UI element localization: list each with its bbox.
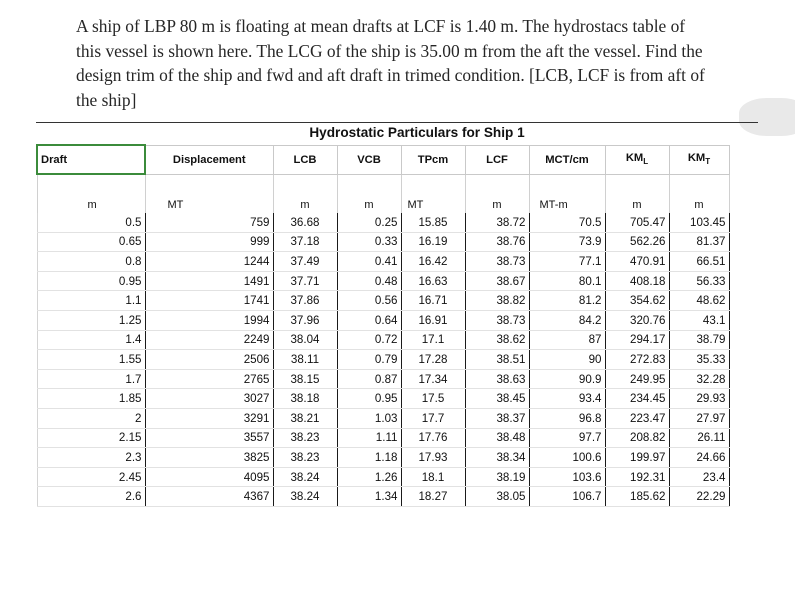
table-row [37, 428, 729, 448]
header-row [37, 145, 729, 174]
problem-line: design trim of the ship and fwd and aft draft in trimed condition. [LCB, LCF is from aft of [76, 65, 705, 85]
cell-tpcm: 17.93 [401, 448, 465, 468]
cell-kml: 208.82 [605, 428, 669, 448]
cell-vcb: 0.64 [337, 310, 401, 330]
cell-lcf: 38.05 [465, 487, 529, 507]
cell-displacement: 1244 [145, 252, 273, 272]
table-row [37, 213, 729, 232]
cell-lcb: 38.23 [273, 428, 337, 448]
cell-displacement: 3027 [145, 389, 273, 409]
cell-mct: 90 [529, 350, 605, 370]
unit-kml: m [605, 196, 669, 213]
cell-vcb: 1.26 [337, 467, 401, 487]
cell-draft: 1.1 [37, 291, 145, 311]
cell-kml: 320.76 [605, 310, 669, 330]
cell-tpcm: 16.91 [401, 310, 465, 330]
cell-vcb: 0.56 [337, 291, 401, 311]
cell-kml: 562.26 [605, 232, 669, 252]
cell-lcb: 38.11 [273, 350, 337, 370]
unit-tpcm: MT [401, 196, 465, 213]
cell-tpcm: 17.28 [401, 350, 465, 370]
cell-kml: 199.97 [605, 448, 669, 468]
top-rule [36, 122, 758, 123]
table-row [37, 408, 729, 428]
cell-lcf: 38.34 [465, 448, 529, 468]
hydrostatic-table [36, 144, 730, 507]
unit-displacement: MT [145, 196, 273, 213]
cell-displacement: 1994 [145, 310, 273, 330]
cell-kmt: 81.37 [669, 232, 729, 252]
table-row [37, 330, 729, 350]
cell-mct: 103.6 [529, 467, 605, 487]
cell-lcf: 38.67 [465, 271, 529, 291]
cell-lcf: 38.73 [465, 310, 529, 330]
cell-tpcm: 17.1 [401, 330, 465, 350]
cell-vcb: 0.33 [337, 232, 401, 252]
cell-draft: 1.55 [37, 350, 145, 370]
cell-kmt: 27.97 [669, 408, 729, 428]
cell-draft: 2 [37, 408, 145, 428]
cell-kml: 192.31 [605, 467, 669, 487]
cell-displacement: 4367 [145, 487, 273, 507]
cell-vcb: 0.87 [337, 369, 401, 389]
cell-lcb: 37.18 [273, 232, 337, 252]
cell-lcb: 36.68 [273, 213, 337, 232]
cell-displacement: 2506 [145, 350, 273, 370]
cell-displacement: 1741 [145, 291, 273, 311]
cell-kmt: 29.93 [669, 389, 729, 409]
cell-lcf: 38.48 [465, 428, 529, 448]
cell-vcb: 0.41 [337, 252, 401, 272]
cell-tpcm: 15.85 [401, 213, 465, 232]
table-row [37, 369, 729, 389]
cell-displacement: 1491 [145, 271, 273, 291]
cell-displacement: 3825 [145, 448, 273, 468]
units-row [37, 196, 729, 213]
cell-draft: 2.15 [37, 428, 145, 448]
cell-displacement: 999 [145, 232, 273, 252]
header-kml: $KM_L$ [605, 145, 669, 174]
problem-line: the ship] [76, 89, 137, 110]
cell-kml: 408.18 [605, 271, 669, 291]
cell-tpcm: 18.27 [401, 487, 465, 507]
table-row [37, 467, 729, 487]
cell-tpcm: 17.34 [401, 369, 465, 389]
cell-draft: 0.5 [37, 213, 145, 232]
table-row [37, 350, 729, 370]
cell-vcb: 0.25 [337, 213, 401, 232]
cell-kmt: 103.45 [669, 213, 729, 232]
problem-statement [76, 14, 781, 112]
cell-displacement: 3291 [145, 408, 273, 428]
cell-draft: 1.85 [37, 389, 145, 409]
cell-lcb: 38.24 [273, 467, 337, 487]
cell-displacement: 759 [145, 213, 273, 232]
cell-kml: 272.83 [605, 350, 669, 370]
cell-kml: 354.62 [605, 291, 669, 311]
cell-lcf: 38.45 [465, 389, 529, 409]
cell-mct: 96.8 [529, 408, 605, 428]
cell-lcb: 37.71 [273, 271, 337, 291]
spacer-row [37, 174, 729, 196]
cell-lcf: 38.72 [465, 213, 529, 232]
cell-lcb: 38.21 [273, 408, 337, 428]
cell-draft: 1.4 [37, 330, 145, 350]
cell-mct: 87 [529, 330, 605, 350]
problem-line: A ship of LBP 80 m is floating at mean drafts at LCF is 1.40 m. The hydrostacs table of [76, 16, 686, 36]
cell-mct: 81.2 [529, 291, 605, 311]
cell-kml: 470.91 [605, 252, 669, 272]
cell-draft: 0.95 [37, 271, 145, 291]
header-lcf: LCF [465, 145, 529, 174]
cell-lcb: 37.86 [273, 291, 337, 311]
cell-mct: 73.9 [529, 232, 605, 252]
cell-lcb: 38.23 [273, 448, 337, 468]
cell-draft: 1.25 [37, 310, 145, 330]
header-mct: MCT/cm [529, 145, 605, 174]
table-row [37, 448, 729, 468]
header-lcb: LCB [273, 145, 337, 174]
cell-kmt: 23.4 [669, 467, 729, 487]
cell-tpcm: 17.76 [401, 428, 465, 448]
cell-vcb: 0.72 [337, 330, 401, 350]
cell-kml: 234.45 [605, 389, 669, 409]
header-vcb: VCB [337, 145, 401, 174]
cell-lcf: 38.63 [465, 369, 529, 389]
cell-draft: 0.65 [37, 232, 145, 252]
table-row [37, 487, 729, 507]
cell-mct: 106.7 [529, 487, 605, 507]
cell-kmt: 56.33 [669, 271, 729, 291]
cell-mct: 100.6 [529, 448, 605, 468]
cell-vcb: 1.11 [337, 428, 401, 448]
cell-kml: 185.62 [605, 487, 669, 507]
table-title: Hydrostatic Particulars for Ship 1 [309, 125, 525, 140]
cell-lcb: 38.04 [273, 330, 337, 350]
unit-vcb: m [337, 196, 401, 213]
unit-draft: m [37, 196, 145, 213]
cell-tpcm: 16.42 [401, 252, 465, 272]
cell-vcb: 0.79 [337, 350, 401, 370]
cell-draft: 1.7 [37, 369, 145, 389]
cell-kml: 294.17 [605, 330, 669, 350]
cell-lcb: 37.49 [273, 252, 337, 272]
cell-kmt: 48.62 [669, 291, 729, 311]
cell-lcb: 38.18 [273, 389, 337, 409]
header-displacement: Displacement [145, 145, 273, 174]
cell-kml: 223.47 [605, 408, 669, 428]
cell-vcb: 0.95 [337, 389, 401, 409]
table-row [37, 271, 729, 291]
cell-kmt: 32.28 [669, 369, 729, 389]
cell-draft: 2.45 [37, 467, 145, 487]
cell-mct: 90.9 [529, 369, 605, 389]
cell-displacement: 3557 [145, 428, 273, 448]
cell-draft: 2.6 [37, 487, 145, 507]
cell-mct: 77.1 [529, 252, 605, 272]
header-kmt: $KM_T$ [669, 145, 729, 174]
cell-vcb: 1.34 [337, 487, 401, 507]
cell-tpcm: 17.7 [401, 408, 465, 428]
unit-lcf: m [465, 196, 529, 213]
cell-displacement: 4095 [145, 467, 273, 487]
cell-mct: 93.4 [529, 389, 605, 409]
cell-lcb: 38.15 [273, 369, 337, 389]
cell-lcb: 38.24 [273, 487, 337, 507]
cell-kmt: 24.66 [669, 448, 729, 468]
cell-kml: 705.47 [605, 213, 669, 232]
unit-kmt: m [669, 196, 729, 213]
cell-draft: 2.3 [37, 448, 145, 468]
table-row [37, 310, 729, 330]
cell-kml: 249.95 [605, 369, 669, 389]
cell-mct: 97.7 [529, 428, 605, 448]
header-tpcm: TPcm [401, 145, 465, 174]
cell-tpcm: 17.5 [401, 389, 465, 409]
cell-kmt: 38.79 [669, 330, 729, 350]
cell-lcf: 38.51 [465, 350, 529, 370]
cell-tpcm: 16.19 [401, 232, 465, 252]
cell-mct: 70.5 [529, 213, 605, 232]
cell-kmt: 43.1 [669, 310, 729, 330]
cell-lcf: 38.62 [465, 330, 529, 350]
cell-vcb: 1.03 [337, 408, 401, 428]
hydrostatic-sheet [36, 122, 758, 552]
cell-kmt: 26.11 [669, 428, 729, 448]
cell-tpcm: 18.1 [401, 467, 465, 487]
table-row [37, 232, 729, 252]
cell-lcf: 38.37 [465, 408, 529, 428]
table-row [37, 291, 729, 311]
cell-kmt: 66.51 [669, 252, 729, 272]
header-draft: Draft [37, 145, 145, 174]
cell-tpcm: 16.71 [401, 291, 465, 311]
table-row [37, 389, 729, 409]
cell-mct: 80.1 [529, 271, 605, 291]
unit-mct: MT-m [529, 196, 605, 213]
table-row [37, 252, 729, 272]
cell-mct: 84.2 [529, 310, 605, 330]
cell-vcb: 0.48 [337, 271, 401, 291]
cell-lcb: 37.96 [273, 310, 337, 330]
cell-tpcm: 16.63 [401, 271, 465, 291]
cell-kmt: 35.33 [669, 350, 729, 370]
cell-draft: 0.8 [37, 252, 145, 272]
cell-kmt: 22.29 [669, 487, 729, 507]
unit-lcb: m [273, 196, 337, 213]
cell-lcf: 38.19 [465, 467, 529, 487]
cell-lcf: 38.76 [465, 232, 529, 252]
cell-displacement: 2249 [145, 330, 273, 350]
cell-vcb: 1.18 [337, 448, 401, 468]
cell-displacement: 2765 [145, 369, 273, 389]
problem-line: this vessel is shown here. The LCG of the ship is 35.00 m from the aft the vessel. Find the [76, 40, 703, 61]
cell-lcf: 38.73 [465, 252, 529, 272]
cell-lcf: 38.82 [465, 291, 529, 311]
